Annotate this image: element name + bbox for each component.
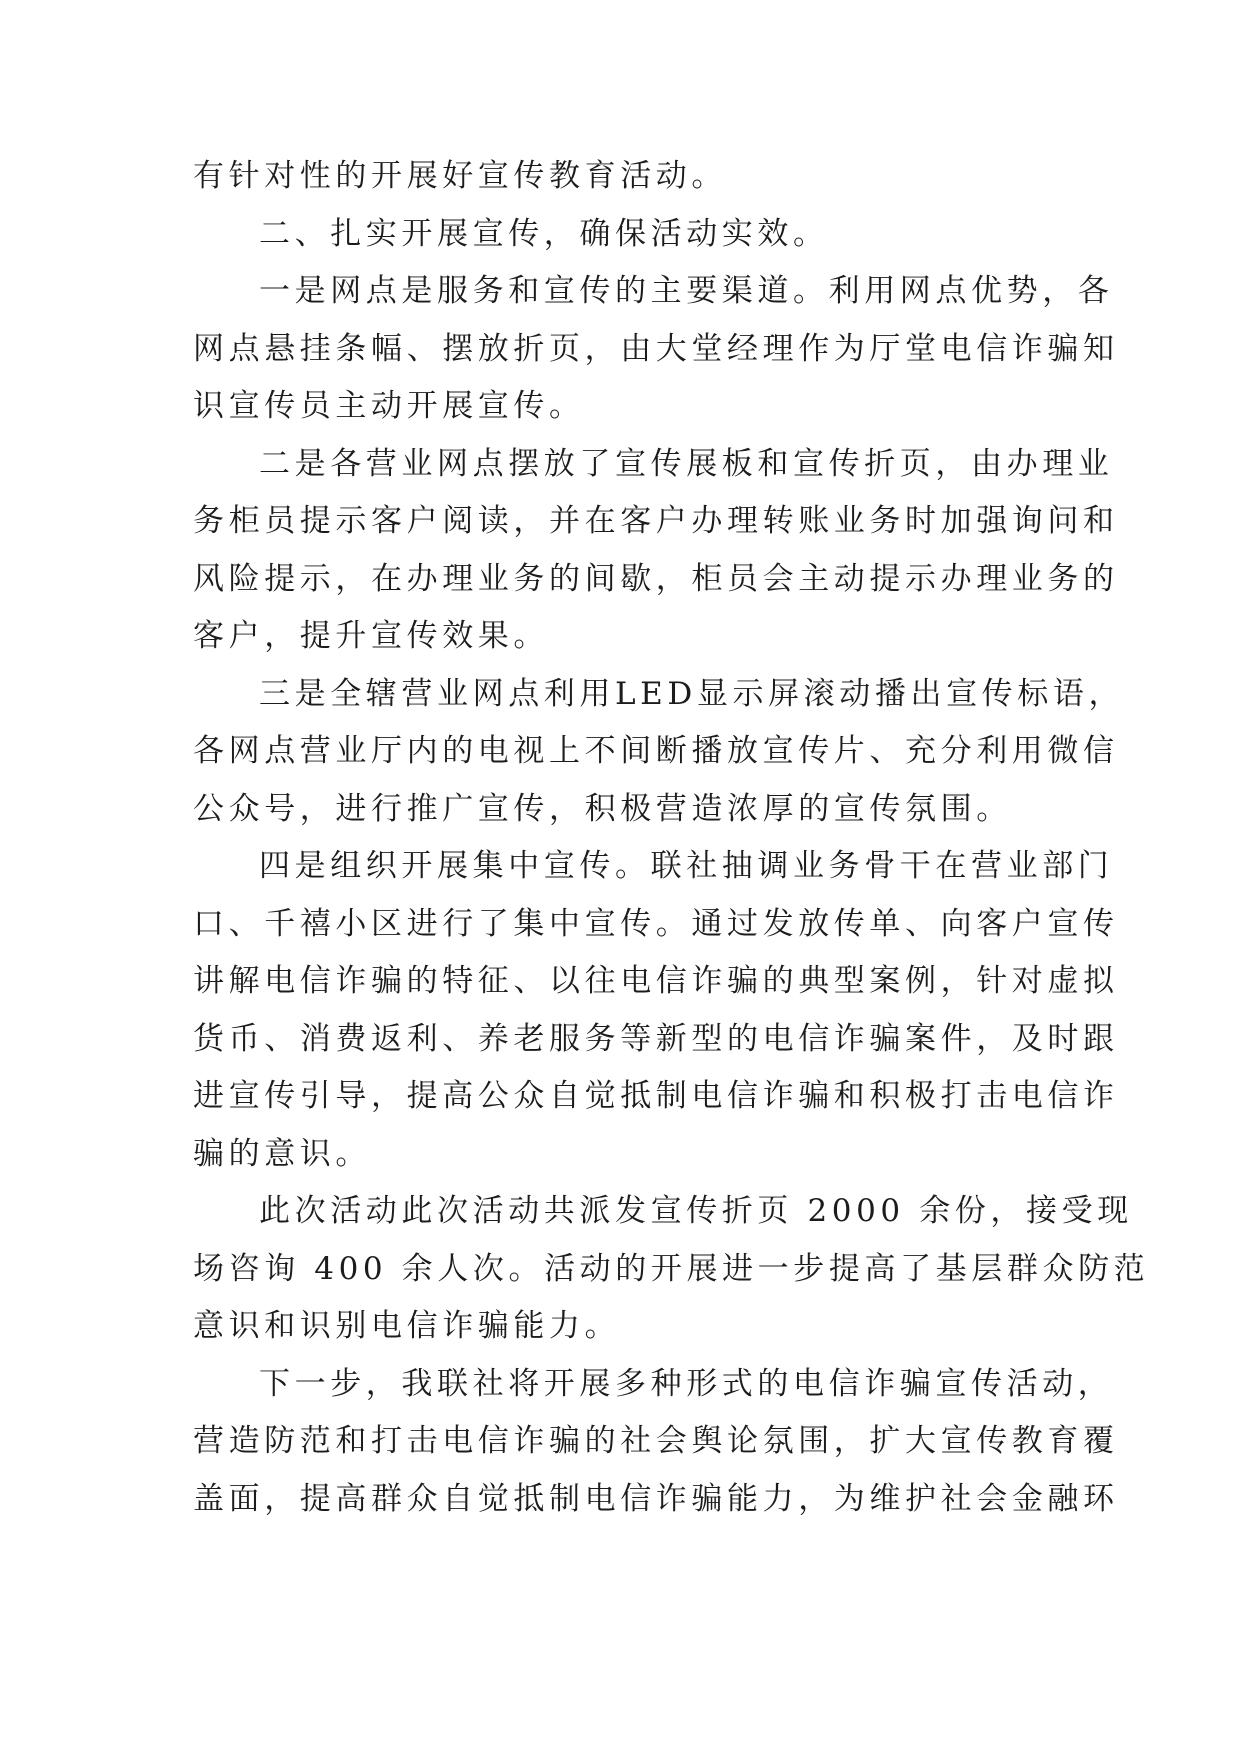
document-text-line: 网点悬挂条幅、摆放折页，由大堂经理作为厅堂电信诈骗知 [193,330,1119,367]
document-text-line: 各网点营业厅内的电视上不间断播放宣传片、充分利用微信 [193,733,1119,769]
document-text-line: 进宣传引导，提高公众自觉抵制电信诈骗和积极打击电信诈 [193,1078,1119,1114]
document-text-line: 下一步，我联社将开展多种形式的电信诈骗宣传活动， [259,1365,1114,1402]
document-text-line: 意识和识别电信诈骗能力。 [193,1308,621,1344]
document-text-line: 客户，提升宣传效果。 [193,618,549,654]
document-text-line: 二是各营业网点摆放了宣传展板和宣传折页，由办理业 [259,445,1114,482]
document-text-line: 骗的意识。 [193,1135,371,1172]
document-text-line: 一是网点是服务和宣传的主要渠道。利用网点优势，各 [259,273,1114,309]
document-body [193,148,1150,1528]
document-text-line: 公众号，进行推广宣传，积极营造浓厚的宣传氛围。 [193,790,1012,827]
document-text-line: 二、扎实开展宣传，确保活动实效。 [259,215,829,252]
document-text-line: 场咨询 400 余人次。活动的开展进一步提高了基层群众防范 [193,1250,1150,1287]
document-text-line: 营造防范和打击电信诈骗的社会舆论氛围，扩大宣传教育覆 [193,1423,1119,1459]
document-text-line: 讲解电信诈骗的特征、以往电信诈骗的典型案例，针对虚拟 [193,963,1119,999]
document-text-line: 风险提示，在办理业务的间歇，柜员会主动提示办理业务的 [193,560,1119,597]
document-text-line: 务柜员提示客户阅读，并在客户办理转账业务时加强询问和 [193,503,1119,539]
document-text-line: 有针对性的开展好宣传教育活动。 [193,158,727,194]
document-text-line: 三是全辖营业网点利用LED显示屏滚动播出宣传标语， [259,675,1125,712]
document-text-line: 此次活动此次活动共派发宣传折页 2000 余份，接受现 [259,1193,1133,1229]
document-text-line: 识宣传员主动开展宣传。 [193,388,585,424]
document-text-line: 货币、消费返利、养老服务等新型的电信诈骗案件，及时跟 [193,1020,1119,1057]
document-text-line: 口、千禧小区进行了集中宣传。通过发放传单、向客户宣传 [193,905,1119,942]
document-text-line: 四是组织开展集中宣传。联社抽调业务骨干在营业部门 [259,848,1114,884]
document-text-line: 盖面，提高群众自觉抵制电信诈骗能力，为维护社会金融环 [193,1480,1119,1517]
